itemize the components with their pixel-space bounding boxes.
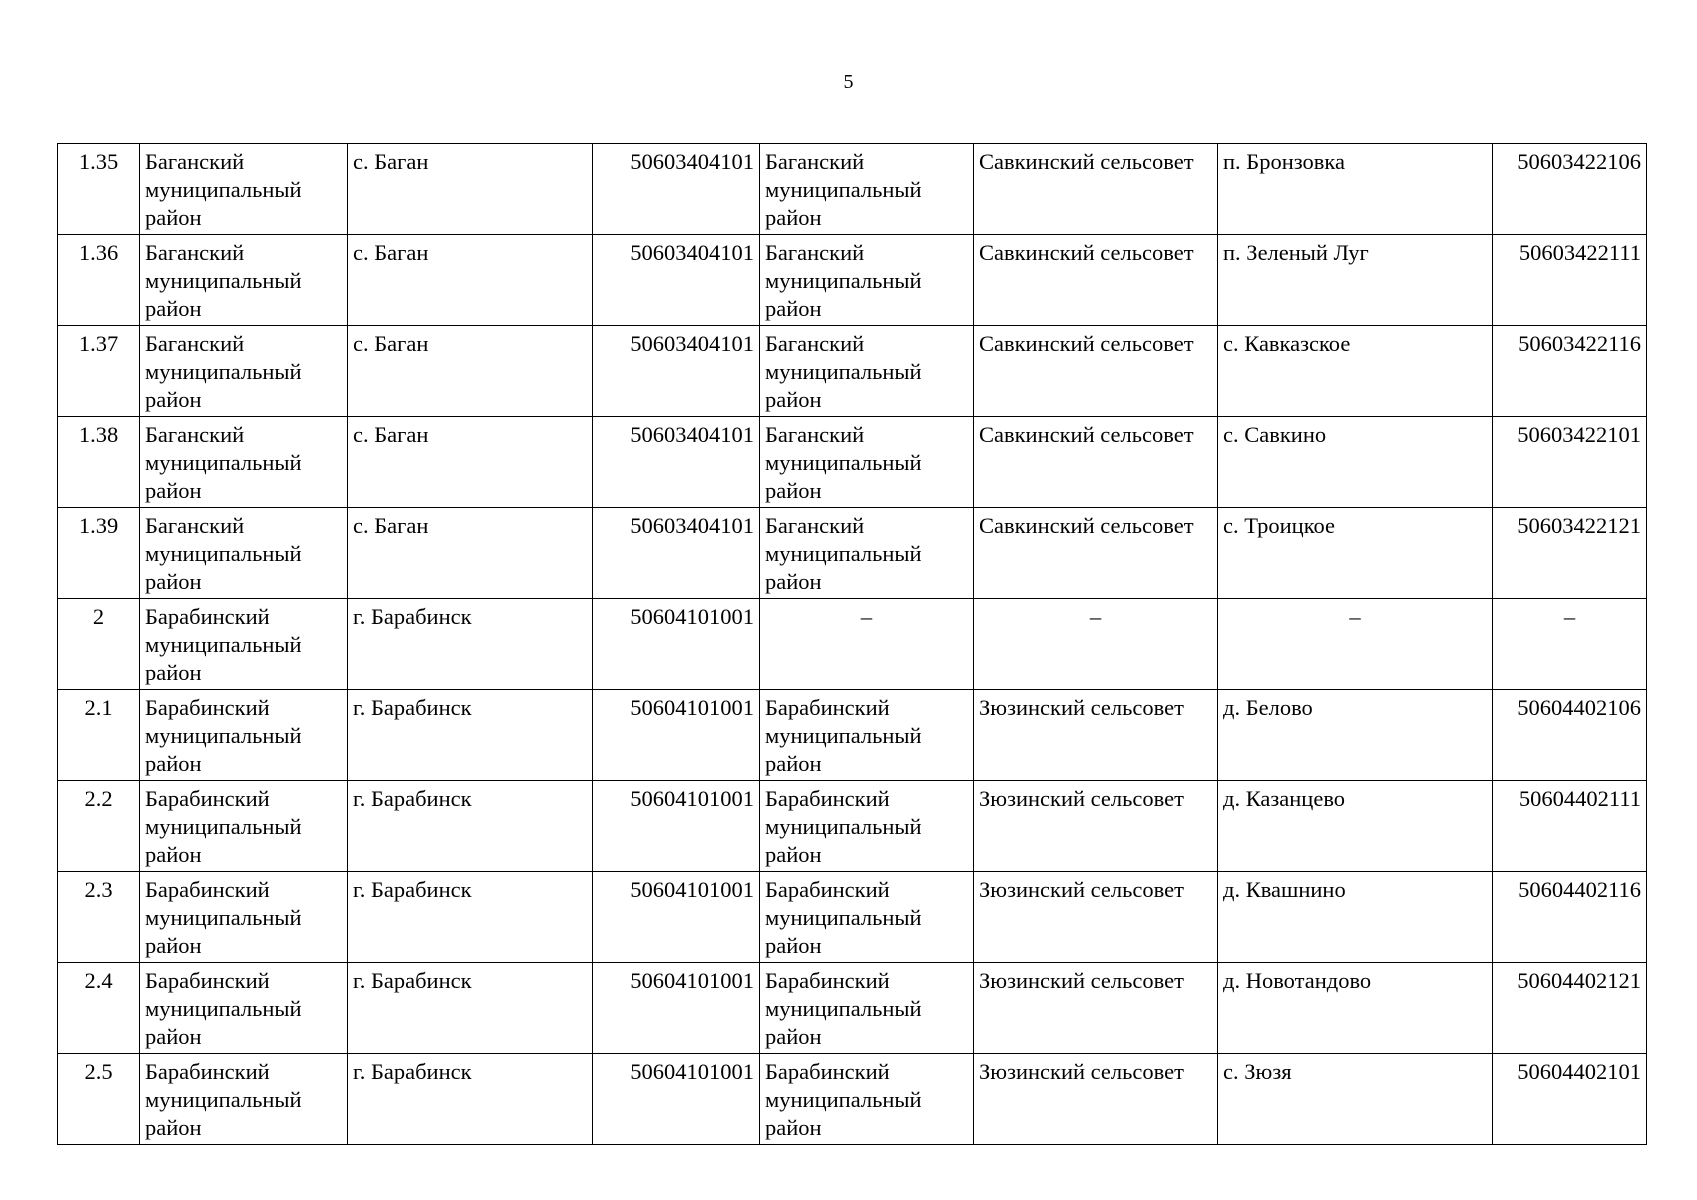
cell-admin-center: г. Барабинск (348, 872, 593, 963)
cell-settlement-district: Баганский муниципальный район (760, 235, 974, 326)
cell-settlement-name: – (1218, 599, 1493, 690)
cell-settlement-code: 50604402101 (1493, 1054, 1647, 1145)
cell-admin-center: с. Баган (348, 235, 593, 326)
cell-rural-council: Савкинский сельсовет (974, 508, 1218, 599)
cell-district-name: Баганский муниципальный район (140, 144, 348, 235)
cell-settlement-district: Барабинский муниципальный район (760, 1054, 974, 1145)
cell-rural-council: Савкинский сельсовет (974, 144, 1218, 235)
cell-admin-center-code: 50604101001 (593, 781, 760, 872)
cell-settlement-code: 50604402111 (1493, 781, 1647, 872)
cell-row-number: 2.2 (58, 781, 140, 872)
cell-settlement-code: 50603422106 (1493, 144, 1647, 235)
cell-settlement-code: 50604402116 (1493, 872, 1647, 963)
cell-settlement-name: п. Зеленый Луг (1218, 235, 1493, 326)
cell-settlement-name: д. Казанцево (1218, 781, 1493, 872)
cell-rural-council: – (974, 599, 1218, 690)
cell-settlement-district: Баганский муниципальный район (760, 417, 974, 508)
cell-rural-council: Савкинский сельсовет (974, 235, 1218, 326)
cell-settlement-district: – (760, 599, 974, 690)
cell-district-name: Барабинский муниципальный район (140, 781, 348, 872)
cell-admin-center-code: 50604101001 (593, 690, 760, 781)
cell-row-number: 2.1 (58, 690, 140, 781)
table-row (58, 872, 1647, 963)
cell-admin-center: с. Баган (348, 144, 593, 235)
cell-admin-center: г. Барабинск (348, 690, 593, 781)
cell-rural-council: Зюзинский сельсовет (974, 781, 1218, 872)
cell-settlement-name: с. Зюзя (1218, 1054, 1493, 1145)
cell-district-name: Барабинский муниципальный район (140, 872, 348, 963)
cell-row-number: 1.38 (58, 417, 140, 508)
table-row (58, 599, 1647, 690)
cell-settlement-name: с. Троицкое (1218, 508, 1493, 599)
table-row (58, 690, 1647, 781)
cell-settlement-code: 50604402121 (1493, 963, 1647, 1054)
cell-row-number: 1.39 (58, 508, 140, 599)
cell-settlement-code: – (1493, 599, 1647, 690)
cell-row-number: 1.35 (58, 144, 140, 235)
cell-admin-center: г. Барабинск (348, 963, 593, 1054)
cell-district-name: Барабинский муниципальный район (140, 1054, 348, 1145)
table-row (58, 235, 1647, 326)
cell-admin-center-code: 50603404101 (593, 508, 760, 599)
cell-rural-council: Савкинский сельсовет (974, 326, 1218, 417)
cell-row-number: 2 (58, 599, 140, 690)
cell-admin-center: г. Барабинск (348, 1054, 593, 1145)
table-row (58, 417, 1647, 508)
cell-settlement-name: с. Кавказское (1218, 326, 1493, 417)
cell-admin-center-code: 50604101001 (593, 599, 760, 690)
table-row (58, 144, 1647, 235)
settlements-table (57, 143, 1647, 1145)
cell-row-number: 1.36 (58, 235, 140, 326)
cell-settlement-name: д. Белово (1218, 690, 1493, 781)
cell-admin-center: с. Баган (348, 508, 593, 599)
cell-admin-center: с. Баган (348, 417, 593, 508)
cell-row-number: 2.3 (58, 872, 140, 963)
cell-district-name: Баганский муниципальный район (140, 235, 348, 326)
page-number: 5 (843, 71, 854, 93)
cell-settlement-district: Баганский муниципальный район (760, 508, 974, 599)
cell-rural-council: Зюзинский сельсовет (974, 872, 1218, 963)
cell-admin-center: с. Баган (348, 326, 593, 417)
cell-settlement-district: Барабинский муниципальный район (760, 963, 974, 1054)
cell-settlement-name: п. Бронзовка (1218, 144, 1493, 235)
cell-row-number: 2.5 (58, 1054, 140, 1145)
cell-settlement-code: 50603422121 (1493, 508, 1647, 599)
table-body (58, 144, 1647, 1145)
cell-settlement-code: 50603422101 (1493, 417, 1647, 508)
cell-district-name: Баганский муниципальный район (140, 326, 348, 417)
cell-row-number: 2.4 (58, 963, 140, 1054)
cell-rural-council: Зюзинский сельсовет (974, 690, 1218, 781)
table-row (58, 963, 1647, 1054)
cell-settlement-district: Баганский муниципальный район (760, 144, 974, 235)
cell-rural-council: Зюзинский сельсовет (974, 963, 1218, 1054)
cell-admin-center: г. Барабинск (348, 599, 593, 690)
cell-district-name: Барабинский муниципальный район (140, 963, 348, 1054)
table-row (58, 326, 1647, 417)
cell-admin-center-code: 50604101001 (593, 963, 760, 1054)
cell-settlement-code: 50603422111 (1493, 235, 1647, 326)
cell-admin-center-code: 50604101001 (593, 1054, 760, 1145)
cell-settlement-district: Барабинский муниципальный район (760, 781, 974, 872)
cell-district-name: Баганский муниципальный район (140, 508, 348, 599)
cell-settlement-district: Барабинский муниципальный район (760, 872, 974, 963)
table-row (58, 781, 1647, 872)
cell-settlement-code: 50604402106 (1493, 690, 1647, 781)
cell-district-name: Баганский муниципальный район (140, 417, 348, 508)
cell-settlement-name: д. Новотандово (1218, 963, 1493, 1054)
cell-settlement-district: Баганский муниципальный район (760, 326, 974, 417)
table-row (58, 1054, 1647, 1145)
table-row (58, 508, 1647, 599)
cell-rural-council: Савкинский сельсовет (974, 417, 1218, 508)
cell-settlement-district: Барабинский муниципальный район (760, 690, 974, 781)
cell-settlement-code: 50603422116 (1493, 326, 1647, 417)
cell-district-name: Барабинский муниципальный район (140, 599, 348, 690)
cell-settlement-name: с. Савкино (1218, 417, 1493, 508)
cell-admin-center-code: 50604101001 (593, 872, 760, 963)
cell-row-number: 1.37 (58, 326, 140, 417)
cell-district-name: Барабинский муниципальный район (140, 690, 348, 781)
cell-rural-council: Зюзинский сельсовет (974, 1054, 1218, 1145)
cell-admin-center: г. Барабинск (348, 781, 593, 872)
cell-admin-center-code: 50603404101 (593, 144, 760, 235)
cell-admin-center-code: 50603404101 (593, 417, 760, 508)
cell-admin-center-code: 50603404101 (593, 326, 760, 417)
cell-settlement-name: д. Квашнино (1218, 872, 1493, 963)
cell-admin-center-code: 50603404101 (593, 235, 760, 326)
